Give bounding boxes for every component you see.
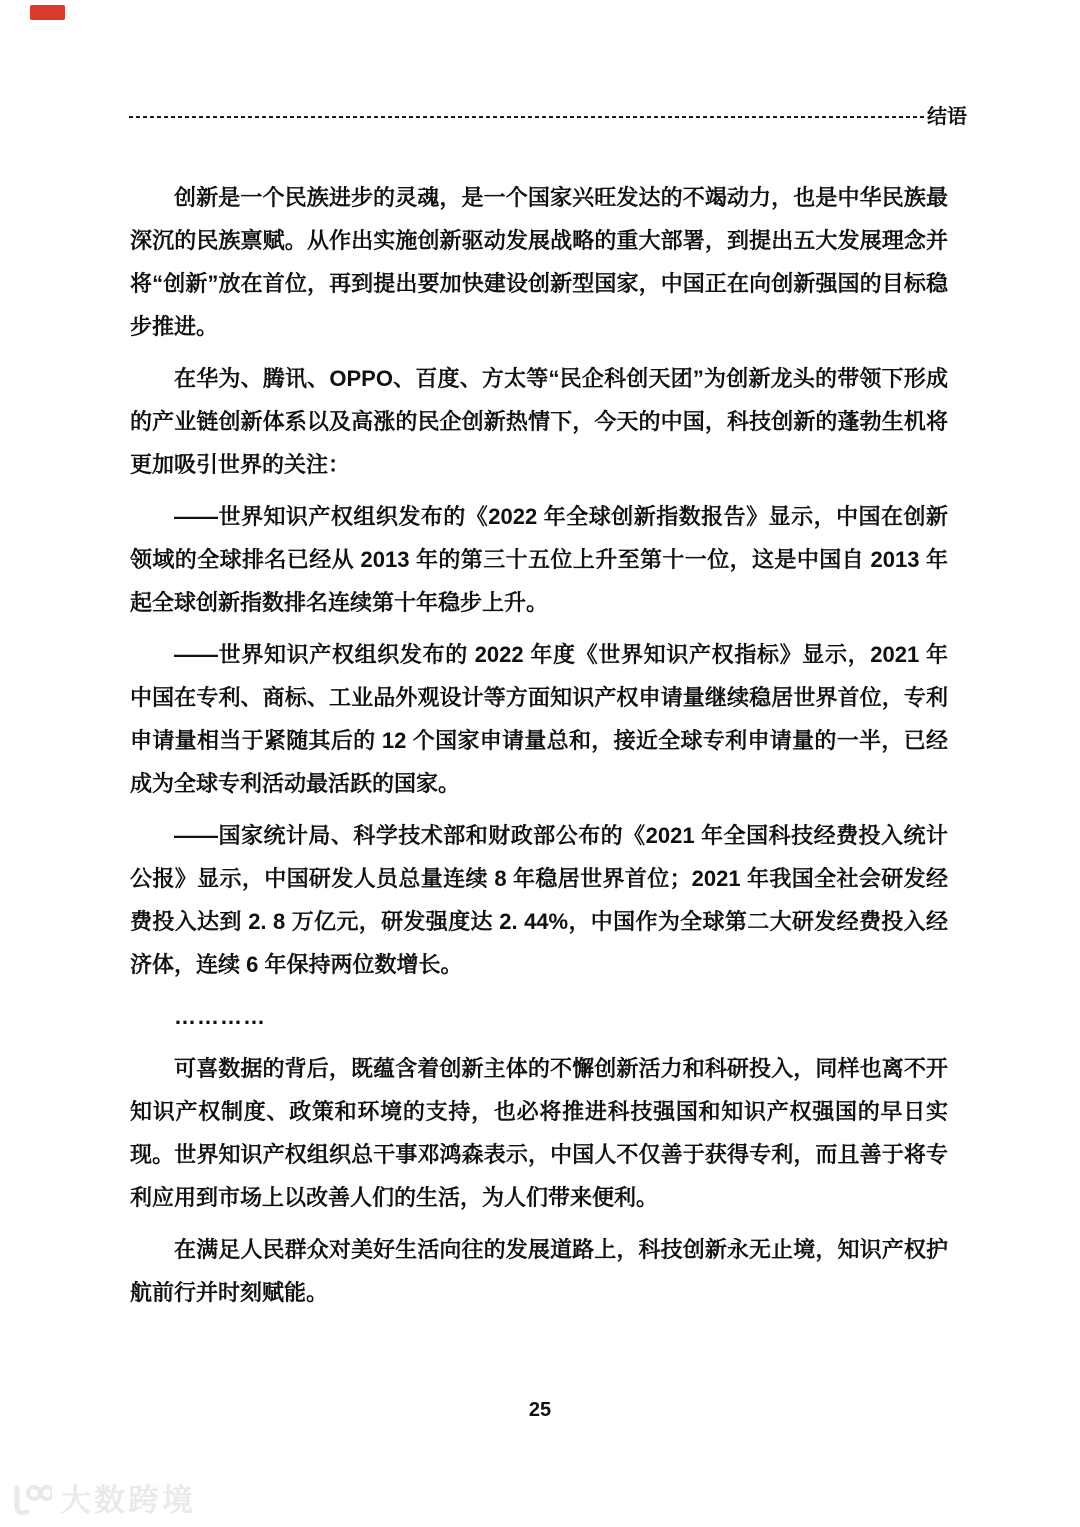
body-paragraph: ——国家统计局、科学技术部和财政部公布的《2021 年全国科技经费投入统计公报》显示，中国研发人员总量连续 8 年稳居世界首位；2021 年我国全社会研发经费投入达到 2. 8 万亿元，研发强度达 2. 44%，中国作为全球第二大研发经费投入经济体，连续 6 年保持两位数增长。 [130,823,948,977]
brand-logo-icon [10,1482,52,1520]
section-title: 结语 [927,106,967,128]
body-paragraph: 创新是一个民族进步的灵魂，是一个国家兴旺发达的不竭动力，也是中华民族最深沉的民族禀赋。从作出实施创新驱动发展战略的重大部署，到提出五大发展理念并将“创新”放在首位，再到提出要加快建设创新型国家，中国正在向创新强国的目标稳步推进。 [130,185,948,339]
red-corner-mark [30,5,65,20]
page-header [129,103,967,131]
document-body [130,176,948,1323]
dashed-divider-line [129,116,925,118]
page-number: 25 [528,1399,552,1421]
watermark-text: 大数跨境 [60,1483,196,1518]
body-paragraph: 在华为、腾讯、OPPO、百度、方太等“民企科创天团”为创新龙头的带领下形成的产业链创新体系以及高涨的民企创新热情下，今天的中国，科技创新的蓬勃生机将更加吸引世界的关注： [130,366,948,477]
ellipsis-paragraph: ………… [174,1004,266,1029]
body-paragraph: ——世界知识产权组织发布的《2022 年全球创新指数报告》显示，中国在创新领域的全球排名已经从 2013 年的第三十五位上升至第十一位，这是中国自 2013 年起全球创新指数排名连续第十年稳步上升。 [130,504,948,615]
body-paragraph: 可喜数据的背后，既蕴含着创新主体的不懈创新活力和科研投入，同样也离不开知识产权制度、政策和环境的支持，也必将推进科技强国和知识产权强国的早日实现。世界知识产权组织总干事邓鸿森表示，中国人不仅善于获得专利，而且善于将专利应用到市场上以改善人们的生活，为人们带来便利。 [130,1056,948,1210]
body-paragraph: ——世界知识产权组织发布的 2022 年度《世界知识产权指标》显示，2021 年中国在专利、商标、工业品外观设计等方面知识产权申请量继续稳居世界首位，专利申请量相当于紧随其后的 12 个国家申请量总和，接近全球专利申请量的一半，已经成为全球专利活动最活跃的国家。 [130,642,948,796]
body-paragraph: 在满足人民群众对美好生活向往的发展道路上，科技创新永无止境，知识产权护航前行并时刻赋能。 [130,1237,948,1305]
watermark [10,1482,196,1520]
